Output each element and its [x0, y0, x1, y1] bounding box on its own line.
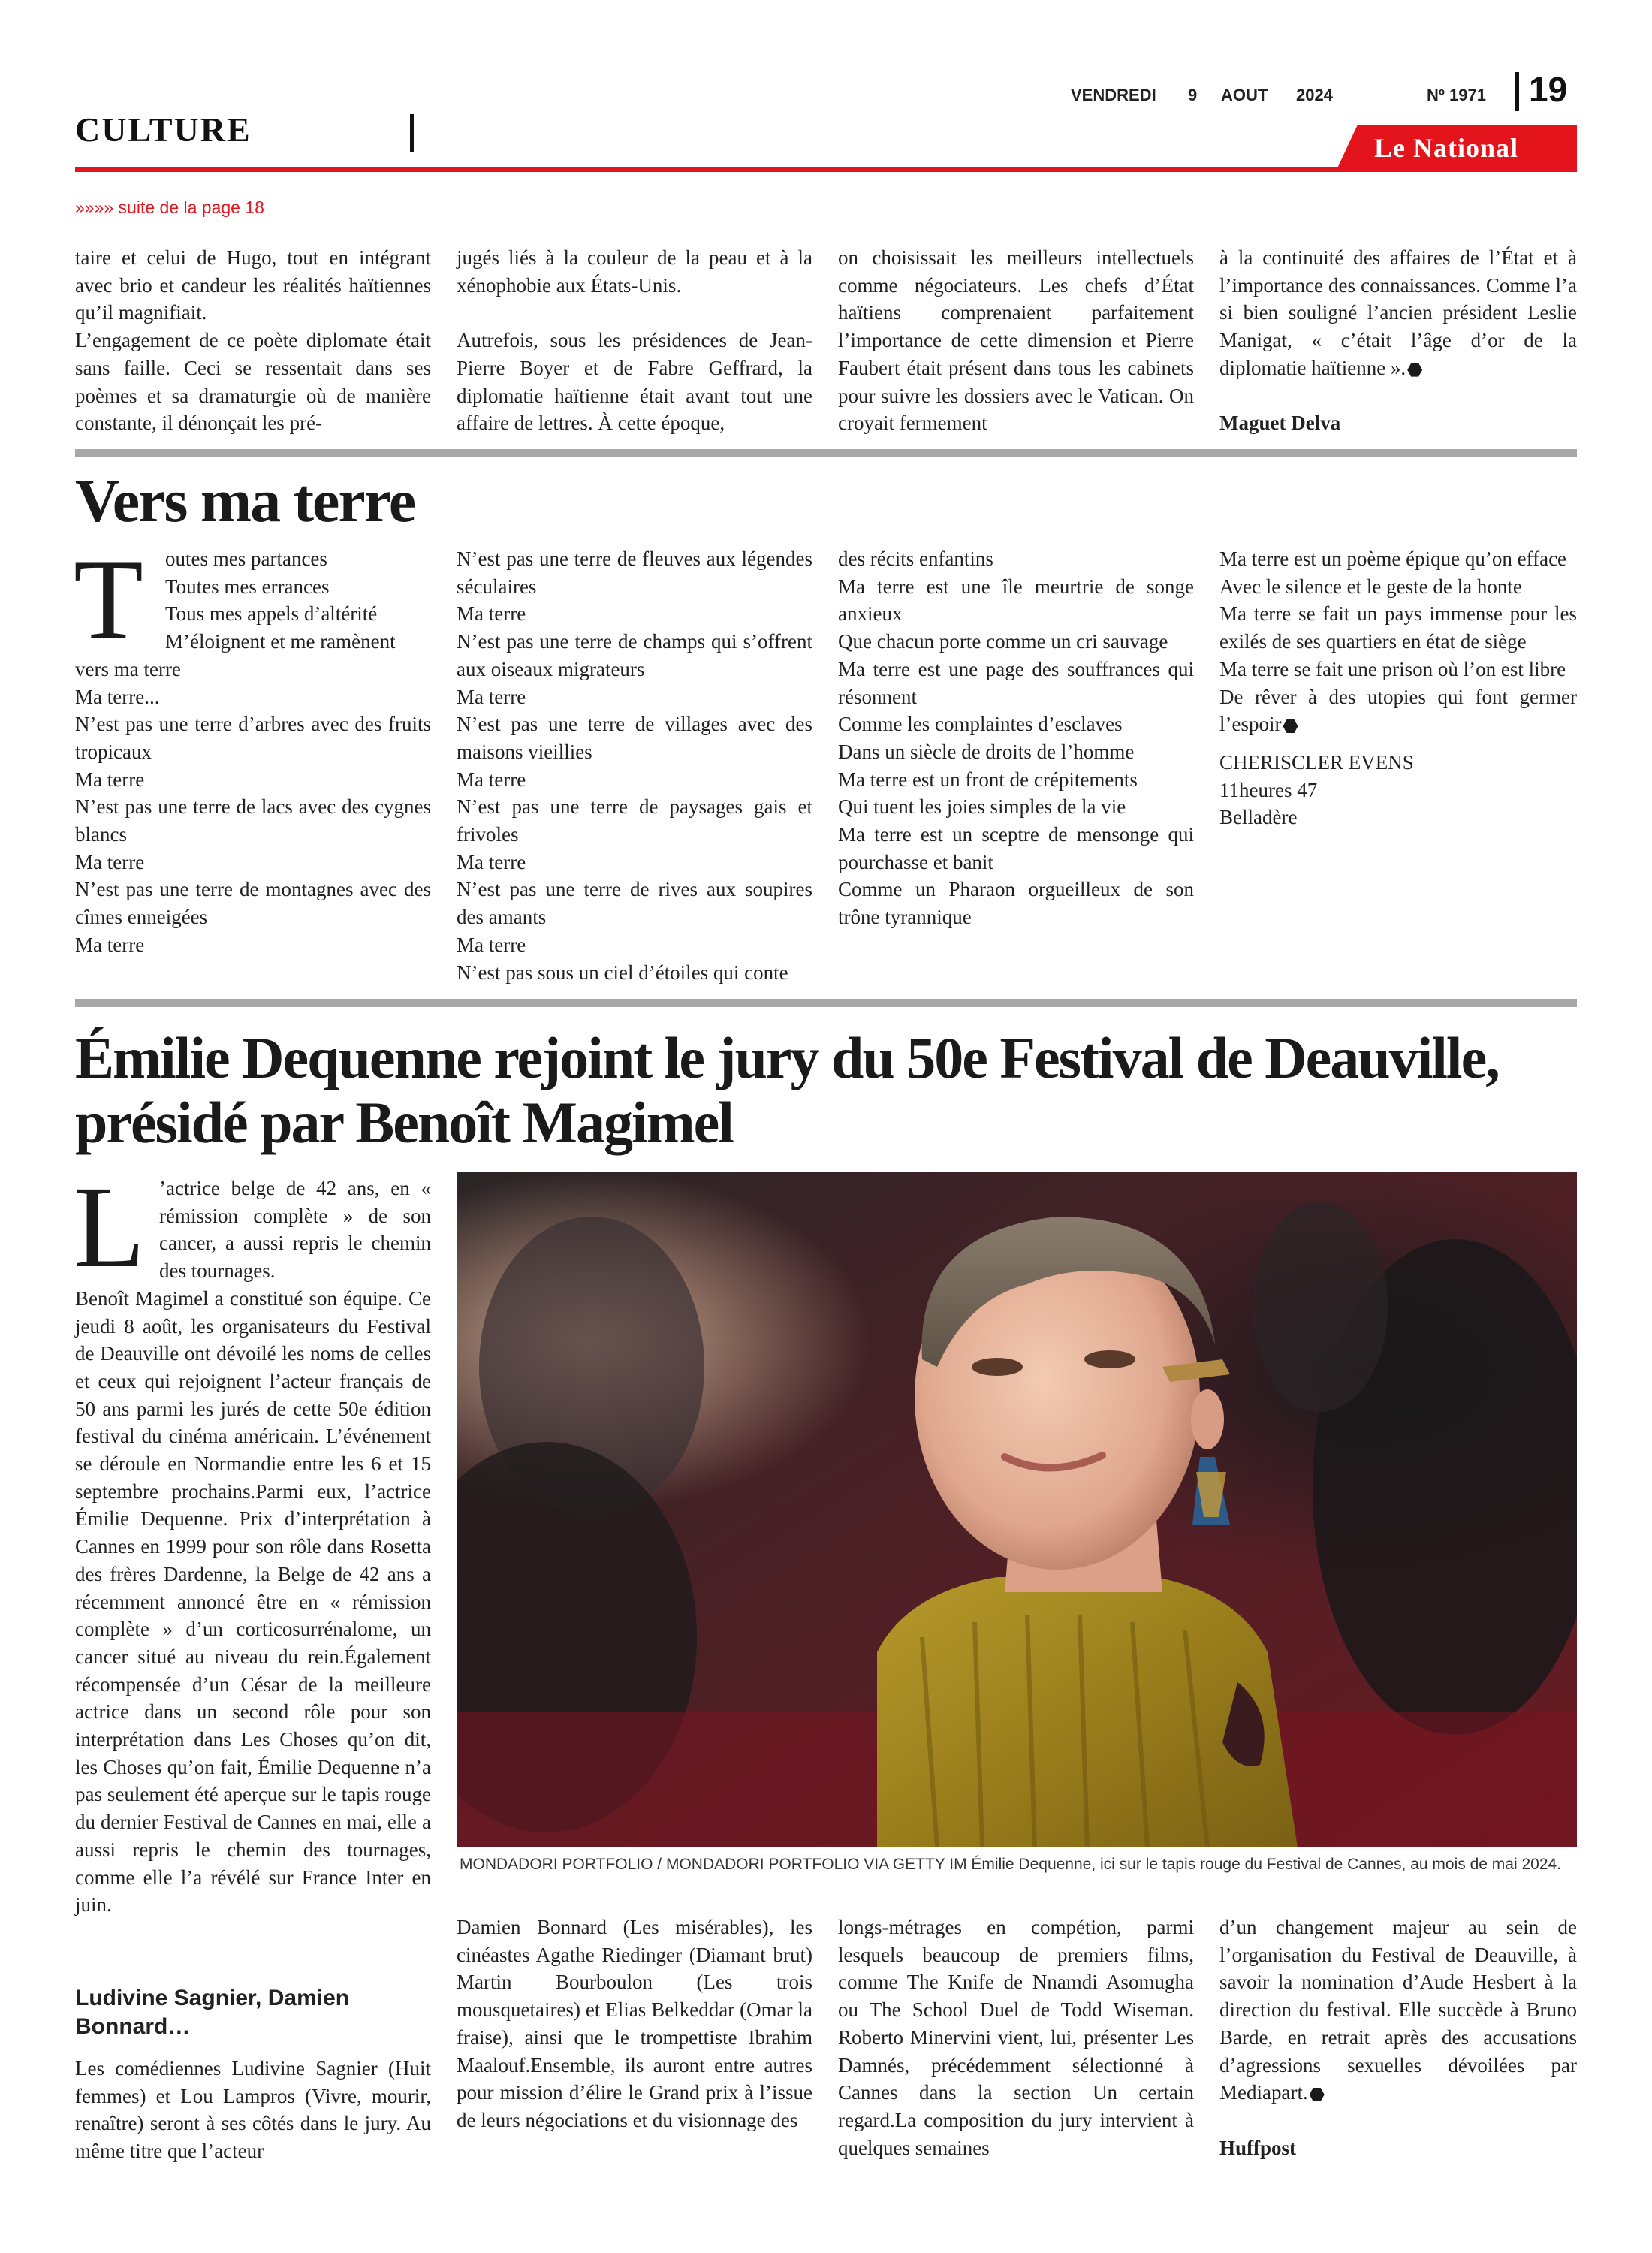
poem-line: N’est pas une terre de rives aux soupires des amants — [457, 878, 812, 929]
poem-line: Ma terre est une île meurtrie de songe anxieux — [838, 575, 1194, 626]
poem-line: Ma terre — [75, 933, 145, 956]
poem-line: Ma terre — [457, 685, 526, 708]
prev-article-col-1 — [75, 244, 431, 437]
poem-line: N’est pas une terre de fleuves aux légendes séculaires — [457, 547, 812, 598]
paragraph-gap — [457, 299, 812, 327]
poem-line: N’est pas une terre d’arbres avec des fruits tropicaux — [75, 713, 431, 763]
poem-line: N’est pas une terre de montagnes avec des cîmes enneigées — [75, 878, 431, 929]
page-number-divider — [1515, 72, 1519, 111]
date-year: 2024 — [1296, 86, 1333, 104]
paragraph-gap — [1219, 2107, 1577, 2134]
article-col-1 — [75, 1175, 431, 1919]
poem-line: Ma terre est une page des souffrances qui résonnent — [838, 657, 1194, 708]
article-headline: Émilie Dequenne rejoint le jury du 50e Festival de Deauville, présidé par Benoît Magimel — [75, 1025, 1499, 1155]
article-paragraph: d’un changement majeur au sein de l’organisation du Festival de Deauville, à savoir la nomination d’Aude Hesbert à la direction du festival. Elle succède à Bruno Barde, en retrait après des accusations d’agressions sexuelles dévoilées par Mediapart. — [1219, 1916, 1577, 2104]
article-paragraph: Damien Bonnard (Les misérables), les cinéastes Agathe Riedinger (Diamant brut) Martin Bourboulon (Les trois mousquetaires) et Elias Belkeddar (Omar la fraise), ainsi que le trompettiste Ibrahim Maalouf.Ensemble, ils auront entre autres pour mission d’élire le Grand prix à l’issue de leurs négociations et du visionnage des — [457, 1916, 812, 2131]
poem-line: Ma terre est un sceptre de mensonge qui pourchasse et banit — [838, 823, 1194, 873]
article-col-3 — [838, 1914, 1194, 2161]
poem-line: Toutes mes errances — [165, 575, 330, 598]
article-paragraph: Benoît Magimel a constitué son équipe. Ce jeudi 8 août, les organisateurs du Festival de Deauville ont dévoilé les noms de celles et ceux qui rejoignent l’acteur français de 50 ans parmi les jurés de cette 50e édition festival du cinéma américain. L’événement se déroule en Normandie entre les 6 et 15 septembre prochains.Parmi eux, l’actrice Émilie Dequenne. Prix d’interprétation à Cannes en 1999 pour son rôle dans Rosetta des frères Dardenne, la Belge de 42 ans a récemment annoncé être en « rémission complète » d’un corticosurrénalome, un cancer situé au niveau du rein.Également récompensée d’un César de la meilleure actrice dans un second rôle pour son interprétation dans Les Choses qu’on dit, les Choses qu’on fait, Émilie Dequenne n’a pas seulement été aperçue sur le tapis rouge du dernier Festival de Cannes en mai, elle a aussi repris le chemin des tournages, comme elle l’a révélé sur France Inter en juin. — [75, 1286, 431, 1917]
portrait-illustration — [457, 1172, 1577, 1847]
poem-line: outes mes partances — [165, 547, 327, 570]
header-rule — [75, 167, 1577, 172]
prev-paragraph: L’engagement de ce poète diplomate était sans faille. Ceci se ressentait dans ses poèmes et sa dramaturgie où de manière constante, il dénonçait les pré- — [75, 329, 431, 435]
poem-line: Que chacun porte comme un cri sauvage — [838, 630, 1168, 653]
poem-author: CHERISCLER EVENS — [1219, 750, 1414, 774]
poem-line: Ma terre — [457, 602, 526, 626]
poem-line: Ma terre... — [75, 685, 160, 708]
poem-col-1 — [75, 545, 431, 959]
date-month: AOUT — [1221, 86, 1268, 104]
poem-line: Comme les complaintes d’esclaves — [838, 713, 1123, 736]
article-dropcap: L — [74, 1162, 146, 1292]
section-separator-2 — [75, 999, 1577, 1007]
poem-line: Ma terre — [457, 933, 526, 956]
date-day: VENDREDI — [1071, 86, 1156, 104]
poem-line: N’est pas sous un ciel d’étoiles qui conte — [457, 961, 788, 984]
poem-line: N’est pas une terre de paysages gais et frivoles — [457, 795, 812, 846]
poem-line: Ma terre est un poème épique qu’on efface — [1219, 547, 1567, 570]
photo-caption: MONDADORI PORTFOLIO / MONDADORI PORTFOLIO VIA GETTY IM Émilie Dequenne, ici sur le tapis rouge du Festival de Cannes, au mois de mai 2024. — [460, 1856, 1562, 1873]
poem-line: Avec le silence et le geste de la honte — [1219, 575, 1522, 598]
poem-line: N’est pas une terre de lacs avec des cygnes blancs — [75, 795, 431, 846]
prev-paragraph: taire et celui de Hugo, tout en intégrant avec brio et candeur les réalités haïtiennes qu’il magnifiait. — [75, 246, 431, 324]
prev-paragraph: à la continuité des affaires de l’État et à l’importance des connaissances. Comme l’a si bien souligné l’ancien président Leslie Manigat, « c’était l’âge d’or de la diplomatie haïtienne ». — [1219, 246, 1577, 379]
article-photo — [457, 1172, 1577, 1847]
poem-col-2 — [457, 545, 812, 986]
article-paragraph: Les comédiennes Ludivine Sagnier (Huit femmes) et Lou Lampros (Vivre, mourir, renaître) seront à ses côtés dans le jury. Au même titre que l’acteur — [75, 2057, 431, 2163]
poem-line: vers ma terre — [75, 657, 181, 680]
poem-line: Ma terre est un front de crépitements — [838, 768, 1138, 791]
poem-line: Tous mes appels d’altérité — [165, 602, 378, 626]
article-col-1b — [75, 2055, 431, 2165]
page-number: 19 — [1529, 70, 1568, 109]
poem-line: Ma terre — [75, 850, 145, 873]
continued-from[interactable]: »»»» suite de la page 18 — [75, 198, 264, 217]
article-intro: ’actrice belge de 42 ans, en « rémission complète » de son cancer, a aussi repris le chemin des tournages. — [159, 1177, 431, 1283]
brand-name: Le National — [1374, 133, 1519, 163]
poem-line: Dans un siècle de droits de l’homme — [838, 740, 1135, 763]
poem-line: Ma terre se fait une prison où l’on est libre — [1219, 657, 1566, 680]
poem-col-3 — [838, 545, 1194, 931]
article-subhead: Ludivine Sagnier, Damien Bonnard… — [75, 1986, 350, 2039]
paragraph-gap — [1219, 382, 1577, 410]
end-of-article-icon — [1310, 2088, 1325, 2101]
poem-line: Qui tuent les joies simples de la vie — [838, 795, 1126, 819]
spacer — [1219, 738, 1577, 749]
section-separator-1 — [75, 449, 1577, 457]
prev-article-author: Maguet Delva — [1219, 412, 1341, 435]
poem-line: M’éloignent et me ramènent — [165, 630, 396, 653]
poem-place: Belladère — [1219, 806, 1298, 829]
poem-title: Vers ma terre — [75, 466, 415, 535]
poem-line: Ma terre se fait un pays immense pour les exilés de ses quartiers en état de siège — [1219, 602, 1577, 653]
poem-col-4 — [1219, 545, 1577, 831]
end-of-poem-icon — [1283, 719, 1298, 733]
prev-paragraph: Autrefois, sous les présidences de Jean-Pierre Boyer et de Fabre Geffrard, la diplomatie haïtienne était avant tout une affaire de lettres. À cette époque, — [457, 329, 812, 435]
prev-paragraph: jugés liés à la couleur de la peau et à la xénophobie aux États-Unis. — [457, 246, 812, 297]
poem-line: des récits enfantins — [838, 547, 993, 570]
poem-line: Ma terre — [75, 768, 145, 791]
poem-line: N’est pas une terre de villages avec des maisons vieillies — [457, 713, 812, 763]
article-col-2 — [457, 1914, 812, 2134]
prev-paragraph: on choisissait les meilleurs intellectuels comme négociateurs. Les chefs d’État haïtiens comprenaient parfaitement l’importance de cette dimension et Pierre Faubert était présent dans tous les cabinets pour suivre les dossiers avec le Vatican. On croyait fermement — [838, 246, 1194, 435]
prev-article-col-4 — [1219, 244, 1577, 437]
poem-time: 11heures 47 — [1219, 778, 1318, 801]
poem-dropcap: T — [74, 536, 143, 662]
end-of-article-icon — [1407, 363, 1422, 377]
article-col-4 — [1219, 1914, 1577, 2161]
prev-article-col-3 — [838, 244, 1194, 437]
prev-article-col-2 — [457, 244, 812, 437]
poem-line: Ma terre — [457, 768, 526, 791]
section-title: CULTURE — [75, 110, 252, 149]
poem-line: N’est pas une terre de champs qui s’offrent aux oiseaux migrateurs — [457, 630, 812, 680]
poem-line: Ma terre — [457, 850, 526, 873]
issue-number: Nº 1971 — [1427, 86, 1486, 104]
section-divider — [410, 114, 414, 152]
poem-line: Comme un Pharaon orgueilleux de son trône tyrannique — [838, 878, 1194, 929]
poem-line: De rêver à des utopies qui font germer l’espoir — [1219, 685, 1577, 736]
article-source: Huffpost — [1219, 2136, 1297, 2159]
date-number: 9 — [1188, 86, 1198, 104]
article-paragraph: longs-métrages en compétion, parmi lesquels beaucoup de premiers films, comme The Knife de Nnamdi Asomugha ou The School Duel de Todd Wiseman. Roberto Minervini vient, lui, présenter Les Damnés, précédemment sélectionné à Cannes dans la section Un certain regard.La composition du jury intervient à quelques semaines — [838, 1916, 1194, 2159]
